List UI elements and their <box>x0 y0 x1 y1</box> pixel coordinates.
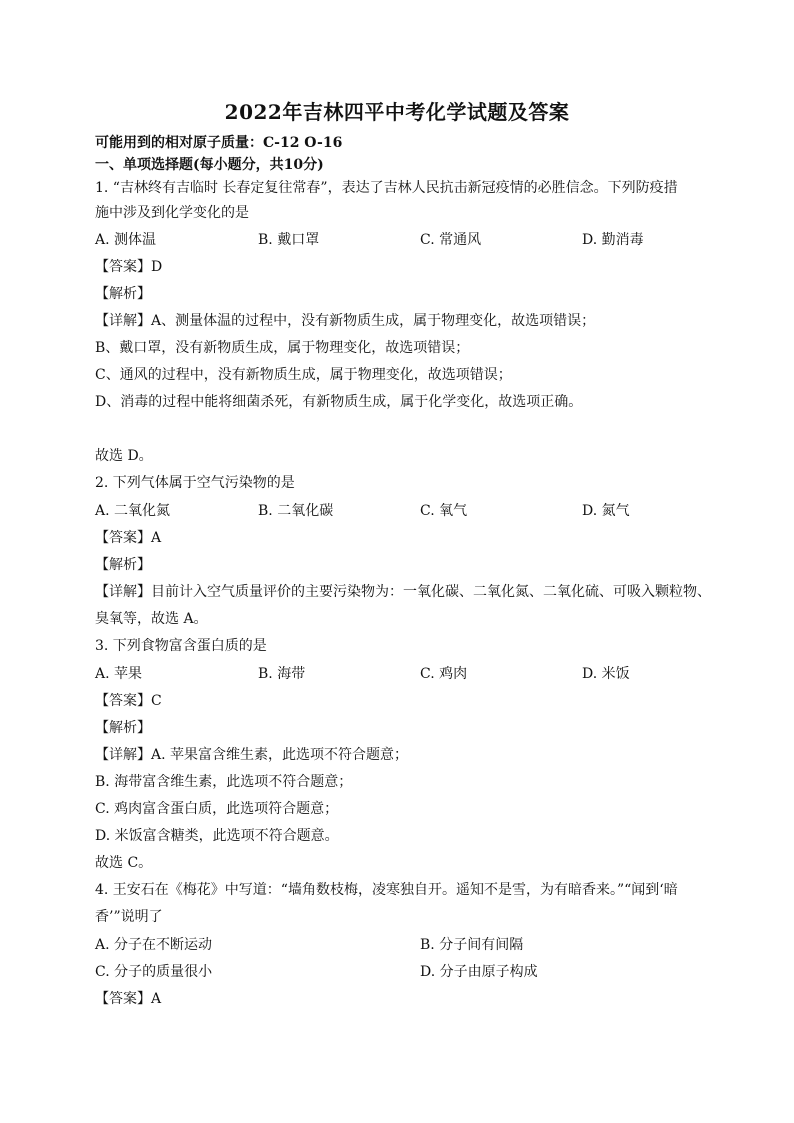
q1-detail-line: B、戴口罩，没有新物质生成，属于物理变化，故选项错误； <box>95 340 470 356</box>
q4-answer: 【答案】A <box>95 991 162 1007</box>
q2-option-a: A. 二氧化氮 <box>95 503 171 519</box>
q2-answer: 【答案】A <box>95 530 162 546</box>
q3-analysis-label: 【解析】 <box>95 720 151 736</box>
q1-detail-line: C、通风的过程中，没有新物质生成，属于物理变化，故选项错误； <box>95 367 512 383</box>
q1-option-b: B. 戴口罩 <box>258 232 320 248</box>
q2-option-c: C. 氧气 <box>420 503 468 519</box>
q3-conclusion: 故选 C。 <box>95 855 153 871</box>
q3-detail-line: C. 鸡肉富含蛋白质，此选项符合题意； <box>95 801 339 817</box>
q4-option-a: A. 分子在不断运动 <box>95 937 213 953</box>
q1-stem-line1: 1. “吉林终有吉临时 长春定复往常春”，表达了吉林人民抗击新冠疫情的必胜信念。下列防疫措 <box>95 180 678 196</box>
q3-option-a: A. 苹果 <box>95 666 143 682</box>
q2-option-d: D. 氮气 <box>582 503 630 519</box>
q3-detail-line: 【详解】A. 苹果富含维生素，此选项不符合题意； <box>95 747 409 763</box>
q2-detail-line1: 【详解】目前计入空气质量评价的主要污染物为：一氧化碳、二氧化氮、二氧化硫、可吸入颗粒物、 <box>95 584 711 600</box>
q1-detail-line: D、消毒的过程中能将细菌杀死，有新物质生成，属于化学变化，故选项正确。 <box>95 394 583 410</box>
q4-option-c: C. 分子的质量很小 <box>95 964 213 980</box>
q3-option-c: C. 鸡肉 <box>420 666 468 682</box>
q2-stem: 2. 下列气体属于空气污染物的是 <box>95 475 295 491</box>
q1-detail-line: 【详解】A、测量体温的过程中，没有新物质生成，属于物理变化，故选项错误； <box>95 313 596 329</box>
q4-stem-line1: 4. 王安石在《梅花》中写道：“墙角数枝梅，凌寒独自开。遥知不是雪，为有暗香来。”“闻到‘暗 <box>95 882 678 898</box>
q3-detail-line: B. 海带富含维生素，此选项不符合题意； <box>95 774 353 790</box>
atomic-mass-note: 可能用到的相对原子质量：C-12 O-16 <box>95 135 343 151</box>
q1-answer: 【答案】D <box>95 259 163 275</box>
q1-option-a: A. 测体温 <box>95 232 157 248</box>
q3-stem: 3. 下列食物富含蛋白质的是 <box>95 638 267 654</box>
q1-option-c: C. 常通风 <box>420 232 482 248</box>
q4-option-b: B. 分子间有间隔 <box>420 937 524 953</box>
q2-analysis-label: 【解析】 <box>95 557 151 573</box>
section-heading: 一、单项选择题(每小题分，共10分) <box>95 157 324 173</box>
q1-option-d: D. 勤消毒 <box>582 232 644 248</box>
q3-option-d: D. 米饭 <box>582 666 630 682</box>
q3-detail-line: D. 米饭富含糖类，此选项不符合题意。 <box>95 828 339 844</box>
q4-stem-line2: 香’”说明了 <box>95 909 163 925</box>
q2-option-b: B. 二氧化碳 <box>258 503 334 519</box>
q1-stem-line2: 施中涉及到化学变化的是 <box>95 205 249 221</box>
q1-analysis-label: 【解析】 <box>95 286 151 302</box>
q3-option-b: B. 海带 <box>258 666 306 682</box>
q1-conclusion: 故选 D。 <box>95 448 153 464</box>
q2-detail-line2: 臭氧等，故选 A。 <box>95 611 208 627</box>
page-title: 2022年吉林四平中考化学试题及答案 <box>224 100 570 124</box>
q4-option-d: D. 分子由原子构成 <box>420 964 538 980</box>
q3-answer: 【答案】C <box>95 693 162 709</box>
